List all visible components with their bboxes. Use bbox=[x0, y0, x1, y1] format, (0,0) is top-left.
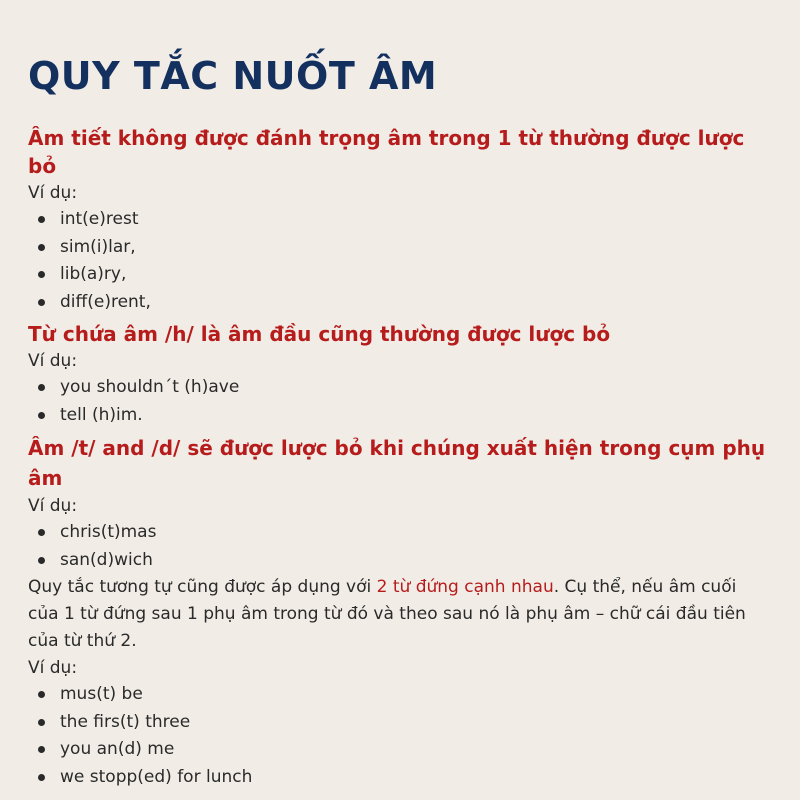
example-text: tell (h)im. bbox=[60, 404, 143, 425]
example-list-4 bbox=[28, 681, 772, 791]
bullet-icon bbox=[38, 691, 45, 698]
example-label: Ví dụ: bbox=[28, 496, 78, 516]
rule-heading-1: Âm tiết không được đánh trọng âm trong 1 từ thường được lược bỏ bbox=[28, 126, 745, 178]
rule-section-1 bbox=[28, 124, 772, 316]
rule-section-2 bbox=[28, 320, 772, 429]
example-text: diff(e)rent, bbox=[60, 291, 151, 312]
list-item bbox=[38, 374, 772, 402]
paragraph-text-before: Quy tắc tương tự cũng được áp dụng với bbox=[28, 577, 377, 597]
bullet-icon bbox=[38, 216, 45, 223]
example-text: you an(d) me bbox=[60, 739, 175, 759]
list-item bbox=[38, 519, 772, 547]
rule-section-3 bbox=[28, 433, 772, 574]
bullet-icon bbox=[38, 299, 45, 306]
bullet-icon bbox=[38, 557, 45, 564]
paragraph-highlight: 2 từ đứng cạnh nhau bbox=[376, 577, 554, 597]
example-text: int(e)rest bbox=[60, 209, 139, 229]
list-item bbox=[38, 402, 772, 430]
example-text: lib(a)ry, bbox=[60, 264, 127, 284]
bullet-icon bbox=[38, 774, 45, 781]
list-item bbox=[38, 261, 772, 289]
bullet-icon bbox=[38, 271, 45, 278]
example-text: mus(t) be bbox=[60, 684, 143, 704]
example-text: san(d)wich bbox=[60, 549, 153, 570]
bullet-icon bbox=[38, 719, 45, 726]
example-text: we stopp(ed) for lunch bbox=[60, 766, 253, 787]
example-text: sim(i)lar, bbox=[60, 236, 136, 257]
example-text: chris(t)mas bbox=[60, 522, 157, 542]
bullet-icon bbox=[38, 746, 45, 753]
example-list-3 bbox=[28, 519, 772, 574]
rule-paragraph bbox=[28, 574, 772, 655]
bullet-icon bbox=[38, 529, 45, 536]
list-item bbox=[38, 681, 772, 709]
example-list-1 bbox=[28, 206, 772, 316]
list-item bbox=[38, 234, 772, 262]
rule-heading-3: Âm /t/ and /d/ sẽ được lược bỏ khi chúng xuất hiện trong cụm phụ âm bbox=[28, 436, 766, 490]
list-item bbox=[38, 206, 772, 234]
example-label: Ví dụ: bbox=[28, 183, 78, 203]
list-item bbox=[38, 547, 772, 575]
example-text: the firs(t) three bbox=[60, 711, 191, 732]
list-item bbox=[38, 764, 772, 792]
page-title: QUY TẮC NUỐT ÂM bbox=[28, 54, 438, 98]
list-item bbox=[38, 709, 772, 737]
example-text: you shouldn´t (h)ave bbox=[60, 377, 240, 397]
paragraph-text-after: . Cụ thể, nếu âm cuối của 1 từ đứng sau 1 phụ âm trong từ đó và theo sau nó là phụ âm – chữ cái đầu tiên của từ thứ 2. bbox=[28, 577, 746, 651]
bullet-icon bbox=[38, 384, 45, 391]
bullet-icon bbox=[38, 244, 45, 251]
example-label: Ví dụ: bbox=[28, 351, 78, 371]
rule-heading-2: Từ chứa âm /h/ là âm đầu cũng thường được lược bỏ bbox=[28, 322, 611, 346]
example-label: Ví dụ: bbox=[28, 658, 78, 678]
list-item bbox=[38, 736, 772, 764]
list-item bbox=[38, 289, 772, 317]
example-list-2 bbox=[28, 374, 772, 429]
bullet-icon bbox=[38, 412, 45, 419]
